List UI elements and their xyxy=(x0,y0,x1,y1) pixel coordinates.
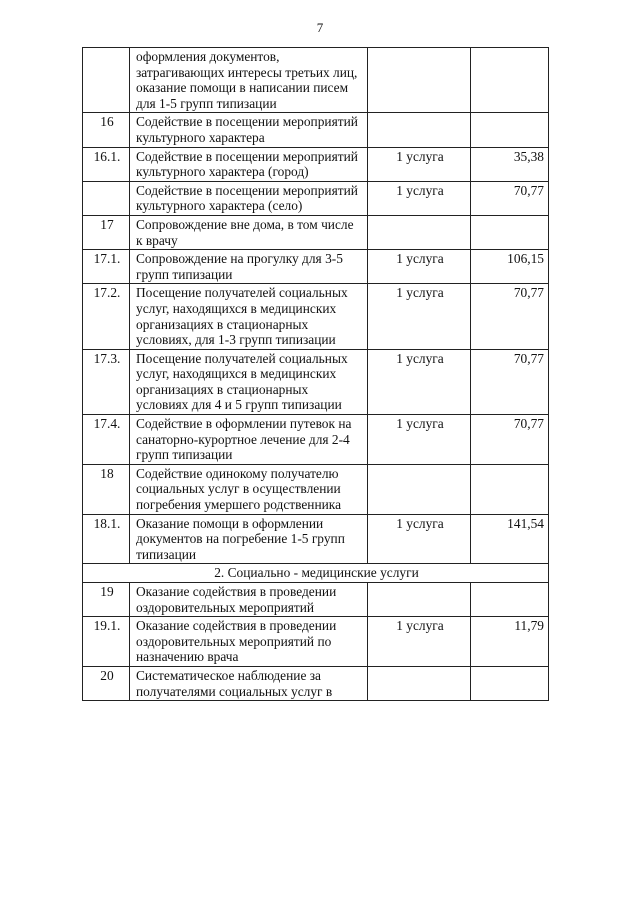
table-row xyxy=(83,583,549,617)
row-number-cell: 19.1. xyxy=(83,617,130,667)
service-description-cell: Содействие в оформлении путевок на санаторно-курортное лечение для 2-4 групп типизации xyxy=(130,415,368,465)
section-header-row xyxy=(83,564,549,583)
table-row xyxy=(83,617,549,667)
row-number-cell: 18.1. xyxy=(83,514,130,564)
row-number-cell: 16.1. xyxy=(83,147,130,181)
row-number-cell: 17.3. xyxy=(83,349,130,414)
table-row xyxy=(83,147,549,181)
price-cell: 35,38 xyxy=(471,147,549,181)
row-number-cell: 18 xyxy=(83,464,130,514)
row-number-cell xyxy=(83,48,130,113)
service-description-cell: Оказание содействия в проведении оздоровительных мероприятий по назначению врача xyxy=(130,617,368,667)
unit-cell: 1 услуга xyxy=(368,250,471,284)
row-number-cell: 17.1. xyxy=(83,250,130,284)
service-description-cell: оформления документов, затрагивающих интересы третьих лиц, оказание помощи в написании писем для 1-5 групп типизации xyxy=(130,48,368,113)
price-cell xyxy=(471,583,549,617)
table-row xyxy=(83,464,549,514)
service-description-cell: Сопровождение на прогулку для 3-5 групп типизации xyxy=(130,250,368,284)
price-cell: 70,77 xyxy=(471,415,549,465)
unit-cell: 1 услуга xyxy=(368,181,471,215)
row-number-cell: 19 xyxy=(83,583,130,617)
table-row xyxy=(83,181,549,215)
service-description-cell: Посещение получателей социальных услуг, находящихся в медицинских организациях в стационарных условиях для 4 и 5 групп типизации xyxy=(130,349,368,414)
unit-cell: 1 услуга xyxy=(368,349,471,414)
price-cell: 70,77 xyxy=(471,181,549,215)
price-cell xyxy=(471,113,549,147)
page-number: 7 xyxy=(316,20,324,35)
table-row xyxy=(83,349,549,414)
row-number-cell xyxy=(83,181,130,215)
service-description-cell: Содействие одинокому получателю социальных услуг в осуществлении погребения умершего родственника xyxy=(130,464,368,514)
section-title: 2. Социально - медицинские услуги xyxy=(83,564,549,583)
unit-cell: 1 услуга xyxy=(368,514,471,564)
table-row xyxy=(83,48,549,113)
table-row xyxy=(83,514,549,564)
unit-cell xyxy=(368,666,471,700)
table-row xyxy=(83,113,549,147)
service-description-cell: Содействие в посещении мероприятий культурного характера (город) xyxy=(130,147,368,181)
unit-cell: 1 услуга xyxy=(368,617,471,667)
price-cell: 70,77 xyxy=(471,284,549,349)
table-row xyxy=(83,415,549,465)
service-description-cell: Оказание помощи в оформлении документов на погребение 1-5 групп типизации xyxy=(130,514,368,564)
table-row xyxy=(83,284,549,349)
service-description-cell: Содействие в посещении мероприятий культурного характера xyxy=(130,113,368,147)
service-description-cell: Содействие в посещении мероприятий культурного характера (село) xyxy=(130,181,368,215)
row-number-cell: 16 xyxy=(83,113,130,147)
price-cell: 11,79 xyxy=(471,617,549,667)
row-number-cell: 17.2. xyxy=(83,284,130,349)
price-cell: 106,15 xyxy=(471,250,549,284)
row-number-cell: 20 xyxy=(83,666,130,700)
row-number-cell: 17.4. xyxy=(83,415,130,465)
unit-cell xyxy=(368,583,471,617)
table-row xyxy=(83,250,549,284)
service-description-cell: Систематическое наблюдение за получателями социальных услуг в xyxy=(130,666,368,700)
price-cell xyxy=(471,48,549,113)
unit-cell: 1 услуга xyxy=(368,284,471,349)
price-cell xyxy=(471,666,549,700)
unit-cell xyxy=(368,464,471,514)
price-cell: 141,54 xyxy=(471,514,549,564)
services-table xyxy=(82,47,549,701)
price-cell: 70,77 xyxy=(471,349,549,414)
row-number-cell: 17 xyxy=(83,215,130,249)
unit-cell: 1 услуга xyxy=(368,415,471,465)
service-description-cell: Оказание содействия в проведении оздоровительных мероприятий xyxy=(130,583,368,617)
unit-cell xyxy=(368,215,471,249)
price-cell xyxy=(471,215,549,249)
unit-cell xyxy=(368,113,471,147)
table-row xyxy=(83,215,549,249)
table-row xyxy=(83,666,549,700)
unit-cell xyxy=(368,48,471,113)
unit-cell: 1 услуга xyxy=(368,147,471,181)
price-cell xyxy=(471,464,549,514)
services-table-body xyxy=(83,48,549,701)
service-description-cell: Посещение получателей социальных услуг, находящихся в медицинских организациях в стационарных условиях, для 1-3 групп типизации xyxy=(130,284,368,349)
service-description-cell: Сопровождение вне дома, в том числе к врачу xyxy=(130,215,368,249)
